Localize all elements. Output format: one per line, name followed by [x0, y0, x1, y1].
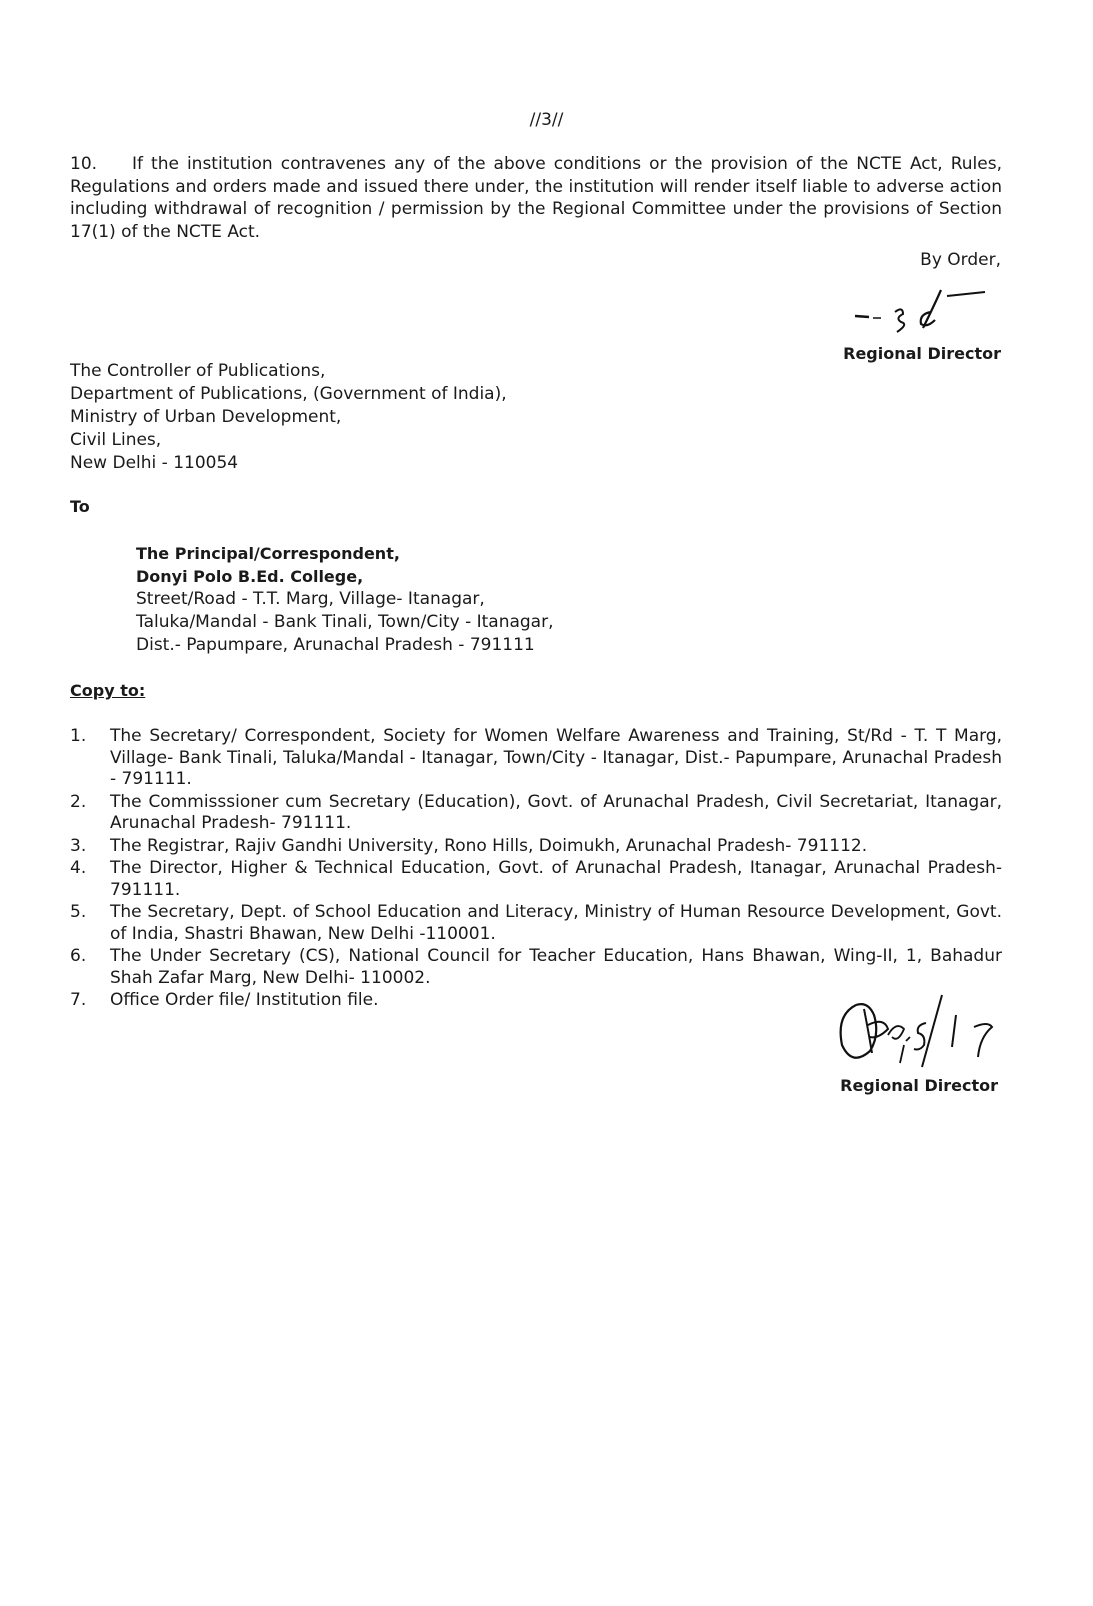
- publication-address-block: [70, 360, 507, 475]
- list-item-text: The Registrar, Rajiv Gandhi University, Rono Hills, Doimukh, Arunachal Pradesh- 791112.: [110, 835, 868, 856]
- copy-to-list: [70, 726, 1002, 1013]
- list-item-text: The Secretary, Dept. of School Education and Literacy, Ministry of Human Resource Development, Govt. of India, Shastri Bhawan, New Delhi -110001.: [110, 902, 1002, 944]
- to-label: To: [70, 497, 90, 516]
- list-item-number: 6.: [70, 946, 87, 966]
- list-item-number: 1.: [70, 726, 87, 746]
- clause-number: 10.: [70, 154, 98, 174]
- address-line: New Delhi - 110054: [70, 453, 239, 473]
- clause-text: If the institution contravenes any of the above conditions or the provision of the NCTE Act, Rules, Regulations and orders made and issued there under, the institution will render itself liable to adverse action including withdrawal of recognition / permission by the Regional Committee under the provisions of Section 17(1) of the NCTE Act.: [70, 154, 1002, 242]
- list-item: [70, 858, 1002, 901]
- list-item-number: 7.: [70, 990, 87, 1010]
- signature-sd-mark: [847, 284, 997, 334]
- copy-to-heading: Copy to:: [70, 681, 146, 700]
- list-item: [70, 726, 1002, 791]
- list-item: [70, 792, 1002, 835]
- signatory-title: Regional Director: [843, 344, 1001, 363]
- list-item: [70, 902, 1002, 945]
- address-line: Department of Publications, (Government of India),: [70, 384, 507, 404]
- list-item-number: 5.: [70, 902, 87, 922]
- list-item-number: 3.: [70, 835, 87, 856]
- recipient-address-line: Street/Road - T.T. Marg, Village- Itanagar,: [136, 589, 485, 609]
- list-item-number: 4.: [70, 858, 87, 878]
- list-item-number: 2.: [70, 791, 87, 812]
- list-item: [70, 946, 1002, 989]
- address-line: Civil Lines,: [70, 430, 162, 450]
- address-line: The Controller of Publications,: [70, 361, 326, 381]
- by-order-label: By Order,: [920, 250, 1001, 270]
- page-number: //3//: [529, 110, 564, 130]
- list-item: [70, 836, 1002, 858]
- recipient-address-line: Dist.- Papumpare, Arunachal Pradesh - 791111: [136, 635, 535, 655]
- list-item-text: The Director, Higher & Technical Education, Govt. of Arunachal Pradesh, Itanagar, Arunachal Pradesh- 791111.: [110, 858, 1002, 900]
- list-item-text: The Commisssioner cum Secretary (Education), Govt. of Arunachal Pradesh, Civil Secretariat, Itanagar, Arunachal Pradesh- 791111.: [110, 791, 1002, 833]
- address-line: Ministry of Urban Development,: [70, 407, 342, 427]
- list-item-text: The Under Secretary (CS), National Council for Teacher Education, Hans Bhawan, Wing-II, 1, Bahadur Shah Zafar Marg, New Delhi- 110002.: [110, 946, 1002, 988]
- list-item-text: The Secretary/ Correspondent, Society for Women Welfare Awareness and Training, St/Rd - T. T Marg, Village- Bank Tinali, Taluka/Mandal - Itanagar, Town/City - Itanagar, Dist.- Papumpare, Arunachal Pradesh - 791111.: [110, 726, 1002, 789]
- recipient-address-line: Taluka/Mandal - Bank Tinali, Town/City - Itanagar,: [136, 612, 554, 632]
- handwritten-signature: [826, 985, 1006, 1075]
- signatory-title: Regional Director: [840, 1076, 998, 1095]
- recipient-block: [136, 542, 554, 657]
- recipient-college: Donyi Polo B.Ed. College,: [136, 567, 364, 586]
- list-item-text: Office Order file/ Institution file.: [110, 990, 379, 1010]
- clause-paragraph: [70, 153, 1002, 243]
- recipient-title: The Principal/Correspondent,: [136, 544, 400, 563]
